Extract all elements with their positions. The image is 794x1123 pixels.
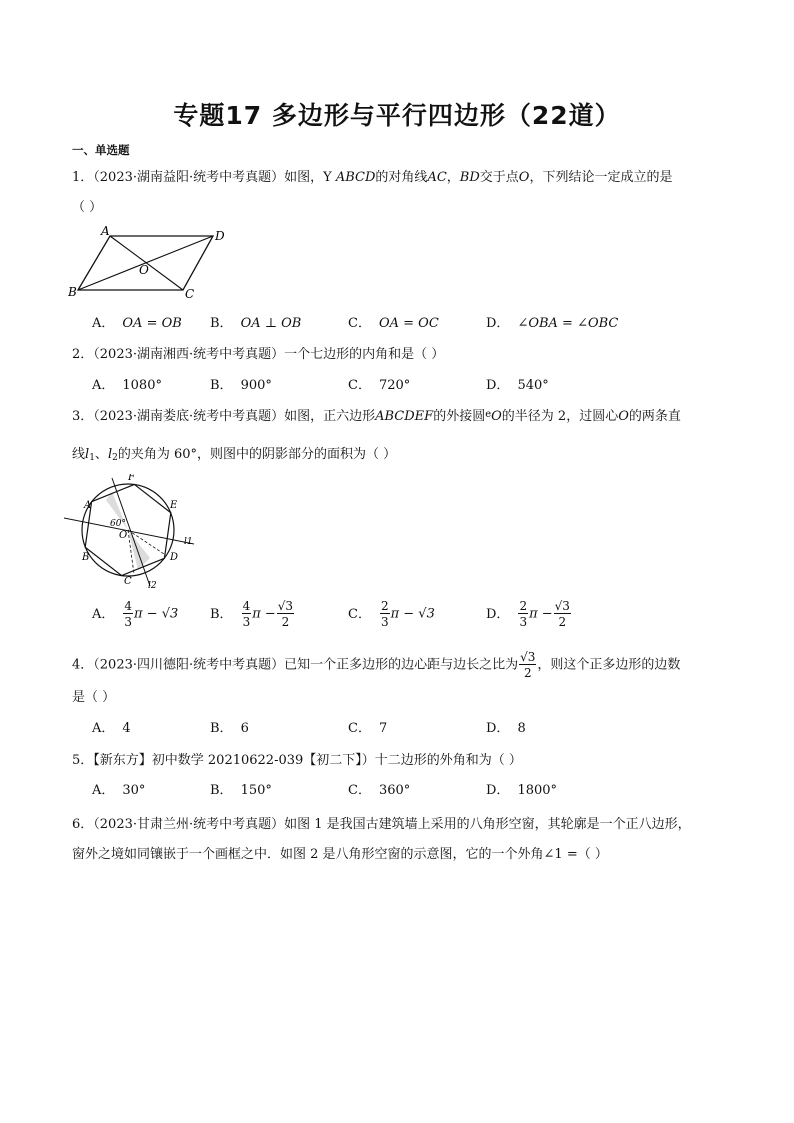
q3-label-a: A (84, 500, 92, 511)
q3-option-c[interactable] (348, 600, 435, 628)
q3-o-2: O (618, 409, 629, 424)
option-text: 720° (378, 378, 411, 393)
q1-stem-line2: （ ） (72, 200, 103, 215)
q1-label-d: D (215, 229, 225, 243)
q3-stem (72, 405, 681, 424)
option-label: D． (486, 721, 510, 736)
q1-text-c: 交于点 (479, 170, 519, 185)
q3-text-b: 的外接圆 (433, 409, 486, 424)
q1-option-a[interactable] (92, 312, 182, 331)
q3-l1: l (85, 447, 90, 462)
q4-stem-line2: 是（ ） (72, 690, 116, 705)
option-text: 540° (517, 378, 549, 393)
option-label: A． (92, 783, 115, 798)
option-text: OA = OC (378, 316, 439, 331)
q1-label-o: O (139, 263, 149, 277)
q3-hexagon: ABCDEF (375, 409, 434, 424)
q3-sep: 、 (94, 447, 108, 462)
q5-option-d[interactable] (486, 779, 557, 798)
q5-option-a[interactable] (92, 779, 145, 798)
q2-stem: 2．（2023·湖南湘西·统考中考真题）一个七边形的内角和是（ ） (72, 347, 445, 362)
option-label: C． (348, 316, 371, 331)
option-label: D． (486, 606, 510, 622)
q6-stem-line2: 窗外之境如同镶嵌于一个画框之中．如图 2 是八角形空窗的示意图，它的一个外角∠1 =（ ） (72, 847, 608, 862)
q3-label-d: D (170, 552, 179, 563)
option-label: B． (210, 378, 233, 393)
q4-stem (72, 651, 680, 679)
option-text: 150° (240, 783, 272, 798)
q3-figure (64, 474, 204, 590)
option-text: OA = OB (122, 316, 182, 331)
q1-stem (72, 166, 672, 185)
q5-option-b[interactable] (210, 779, 272, 798)
option-text: 1080° (122, 378, 162, 393)
q4-option-a[interactable] (92, 717, 131, 736)
q1-label-b: B (68, 285, 77, 299)
option-label: D． (486, 378, 510, 393)
option-text: π − (529, 606, 553, 622)
q3-l2-sub: 2 (112, 453, 118, 463)
q1-comma: ， (446, 170, 460, 185)
section-heading: 一、单选题 (72, 143, 130, 157)
q3-l1-sub: 1 (89, 453, 95, 463)
q4-option-d[interactable] (486, 717, 526, 736)
q5-option-c[interactable] (348, 779, 410, 798)
q4-fraction: $\frac{√3}{2}$ (520, 650, 536, 680)
q2-option-d[interactable] (486, 374, 549, 393)
q5-stem: 5．【新东方】初中数学 20210622-039【初二下】）十二边形的外角和为（ ） (72, 753, 522, 768)
q1-text-d: ，下列结论一定成立的是 (529, 170, 673, 185)
q1-text-a: 1．（2023·湖南益阳·统考中考真题）如图， (72, 170, 324, 185)
q3-stem-line2 (72, 443, 396, 463)
option-label: A． (92, 721, 115, 736)
option-text: 4 (122, 721, 131, 736)
option-label: B． (210, 316, 233, 331)
q3-circle-symbol: e (485, 409, 492, 420)
option-text: OA ⊥ OB (240, 316, 302, 331)
option-label: B． (210, 606, 233, 622)
option-text: π − √3 (134, 606, 179, 622)
q1-label-a: A (101, 224, 110, 238)
q2-option-c[interactable] (348, 374, 410, 393)
q3-label-l2: l2 (148, 581, 157, 590)
q3-l2: l (107, 447, 113, 462)
q1-point-o: O (518, 170, 530, 185)
q3-label-f: F (128, 474, 135, 483)
option-label: D． (486, 783, 510, 798)
q3-text-d: 的两条直 (628, 409, 681, 424)
q1-option-b[interactable] (210, 312, 301, 331)
q1-parallelogram-symbol: Y (323, 170, 332, 185)
q2-option-a[interactable] (92, 374, 162, 393)
fraction: $\frac{2}{3}$ (519, 599, 528, 629)
q1-option-c[interactable] (348, 312, 439, 331)
q1-label-c: C (185, 287, 195, 301)
q3-o: O (491, 409, 502, 424)
fraction: $\frac{2}{3}$ (380, 599, 389, 629)
q3-text-c: 的半径为 2，过圆心 (501, 409, 619, 424)
q1-text-b: 的对角线 (375, 170, 428, 185)
option-label: D． (486, 316, 510, 331)
option-text: 8 (517, 721, 526, 736)
option-label: A． (92, 316, 115, 331)
option-text: ∠OBA = ∠OBC (517, 316, 619, 331)
option-text: 30° (122, 783, 146, 798)
fraction: $\frac{4}{3}$ (124, 599, 133, 629)
option-text: 7 (378, 721, 388, 736)
q3-label-60: 60° (110, 519, 126, 529)
option-label: A． (92, 378, 115, 393)
option-label: C． (348, 721, 371, 736)
q4-text-b: ，则这个正多边形的边数 (537, 657, 681, 673)
q1-figure (68, 222, 238, 302)
page-title: 专题17 多边形与平行四边形（22道） (173, 101, 621, 130)
q6-stem: 6．（2023·甘肃兰州·统考中考真题）如图 1 是我国古建筑墙上采用的八角形空窗，其轮廓是一个正八边形， (72, 817, 691, 832)
q1-option-d[interactable] (486, 312, 618, 331)
q3-text-e: 线 (72, 447, 86, 462)
fraction-2: $\frac{√3}{2}$ (554, 599, 570, 629)
q3-label-l1: l1 (184, 537, 193, 547)
q3-label-b: B (82, 552, 90, 563)
q4-text-a: 4．（2023·四川德阳·统考中考真题）已知一个正多边形的边心距与边长之比为 (72, 657, 519, 673)
option-label: C． (348, 783, 371, 798)
option-label: B． (210, 783, 233, 798)
option-label: C． (348, 378, 371, 393)
option-text: 360° (378, 783, 411, 798)
option-label: C． (348, 606, 371, 622)
option-text: 6 (240, 721, 249, 736)
q3-text-a: 3．（2023·湖南娄底·统考中考真题）如图，正六边形 (72, 409, 376, 424)
option-text: 1800° (517, 783, 558, 798)
option-label: B． (210, 721, 233, 736)
q3-label-c: C (124, 576, 132, 587)
q2-option-b[interactable] (210, 374, 272, 393)
q3-text-f: 的夹角为 60°，则图中的阴影部分的面积为（ ） (117, 447, 397, 462)
q3-option-d[interactable] (486, 600, 572, 628)
q3-option-b[interactable] (210, 600, 295, 628)
q3-label-o: O (119, 530, 128, 541)
option-text: π − (252, 606, 276, 622)
q4-option-b[interactable] (210, 717, 249, 736)
q3-option-a[interactable] (92, 600, 178, 628)
q4-option-c[interactable] (348, 717, 387, 736)
fraction-2: $\frac{√3}{2}$ (277, 599, 294, 629)
option-label: A． (92, 606, 115, 622)
q1-ac: AC (427, 170, 447, 185)
fraction: $\frac{4}{3}$ (242, 599, 251, 629)
q3-label-e: E (170, 500, 178, 511)
q1-bd: BD (459, 170, 480, 185)
q1-abcd: ABCD (335, 170, 376, 185)
option-text: 900° (240, 378, 272, 393)
option-text: π − √3 (390, 606, 435, 622)
